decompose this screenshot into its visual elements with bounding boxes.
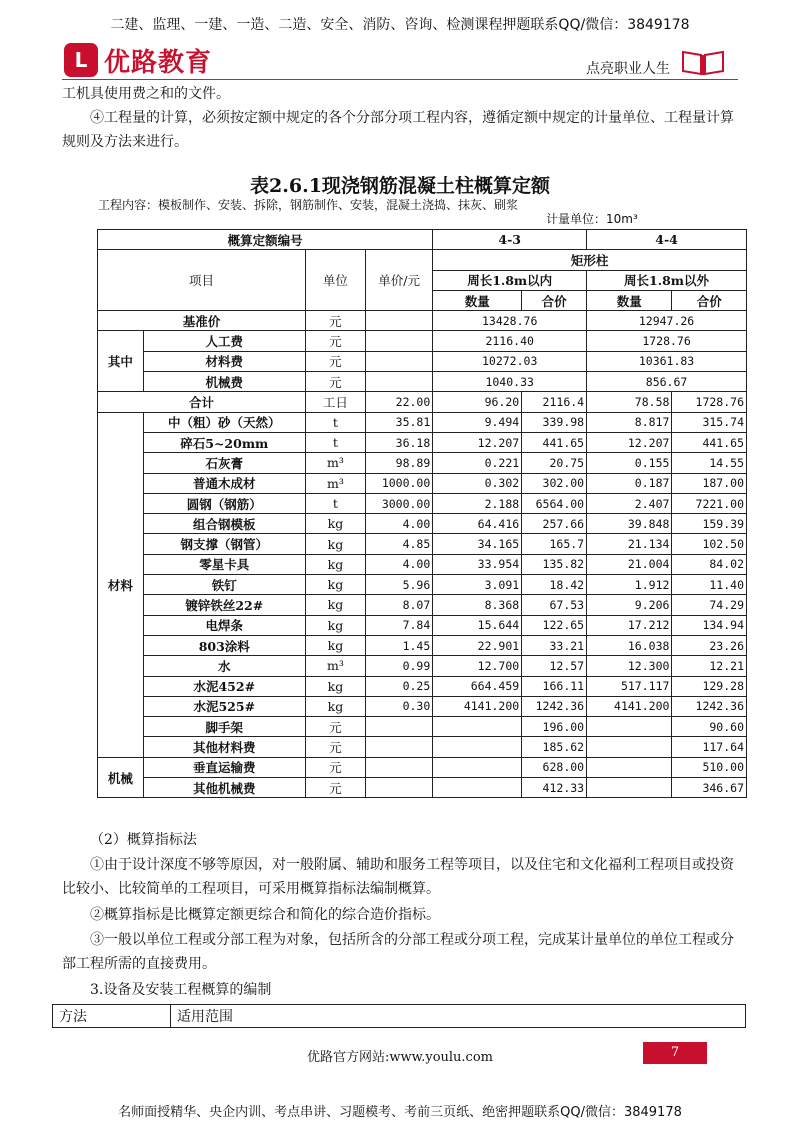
method-table: [52, 1004, 746, 1028]
item-total-a: 2116.4: [522, 392, 587, 412]
item-unit: 元: [305, 778, 365, 798]
item-qty-b: 12.300: [587, 656, 672, 676]
item-price: 1000.00: [365, 473, 432, 493]
item-price: [365, 331, 432, 351]
item-name: 零星卡具: [143, 554, 305, 574]
item-name: 机械费: [143, 372, 305, 392]
item-unit: 元: [305, 757, 365, 777]
header-item: 项目: [98, 250, 306, 311]
item-name: 水泥452#: [143, 676, 305, 696]
item-qty-b: 0.187: [587, 473, 672, 493]
item-price: [365, 351, 432, 371]
table-row: [98, 432, 747, 452]
table-row: [98, 493, 747, 513]
table-row: [53, 1005, 746, 1028]
item-unit: 元: [305, 717, 365, 737]
table-row: [98, 453, 747, 473]
header-total-a: 合价: [522, 290, 587, 310]
item-price: [365, 778, 432, 798]
item-qty-a: [433, 737, 522, 757]
item-name: 其他材料费: [143, 737, 305, 757]
item-unit: 元: [305, 351, 365, 371]
item-price: 4.00: [365, 514, 432, 534]
item-qty-a: 9.494: [433, 412, 522, 432]
item-total-b: 102.50: [672, 534, 747, 554]
item-price: 4.00: [365, 554, 432, 574]
item-name: 钢支撑（钢管）: [143, 534, 305, 554]
table-row: [98, 696, 747, 716]
table-row: [98, 757, 747, 777]
item-total-a: 196.00: [522, 717, 587, 737]
item-unit: kg: [305, 534, 365, 554]
method-col-header: 方法: [53, 1005, 171, 1028]
item-value-a: 2116.40: [433, 331, 587, 351]
item-value-b: 10361.83: [587, 351, 747, 371]
item-qty-b: 17.212: [587, 615, 672, 635]
item-qty-b: 8.817: [587, 412, 672, 432]
item-qty-a: 2.188: [433, 493, 522, 513]
table-row: [98, 473, 747, 493]
item-unit: 元: [305, 737, 365, 757]
table-row: [98, 595, 747, 615]
table-row: [98, 392, 747, 412]
table-row: [98, 778, 747, 798]
item-qty-b: 12.207: [587, 432, 672, 452]
item-name: 组合钢模板: [143, 514, 305, 534]
item-price: 0.99: [365, 656, 432, 676]
item-name: 碎石5~20mm: [143, 432, 305, 452]
item-total-a: 67.53: [522, 595, 587, 615]
item-total-b: 315.74: [672, 412, 747, 432]
item-total-b: 1242.36: [672, 696, 747, 716]
header-price: 单价/元: [365, 250, 432, 311]
item-qty-b: [587, 757, 672, 777]
item-unit: t: [305, 412, 365, 432]
item-total-b: 23.26: [672, 635, 747, 655]
item-qty-a: 22.901: [433, 635, 522, 655]
perimeter-a: 周长1.8m以内: [433, 270, 587, 290]
item-qty-b: 21.004: [587, 554, 672, 574]
item-total-b: 346.67: [672, 778, 747, 798]
table-row: [98, 372, 747, 392]
item-name: 803涂料: [143, 635, 305, 655]
table-row: [98, 554, 747, 574]
item-name: 材料费: [143, 351, 305, 371]
item-total-a: 122.65: [522, 615, 587, 635]
item-unit: kg: [305, 595, 365, 615]
item-total-b: 129.28: [672, 676, 747, 696]
section2-heading: （2）概算指标法: [90, 832, 197, 848]
item-unit: kg: [305, 615, 365, 635]
item-unit: kg: [305, 554, 365, 574]
section2-p2: ②概算指标是比概算定额更综合和简化的综合造价指标。: [90, 907, 440, 923]
item-total-a: 33.21: [522, 635, 587, 655]
item-unit: kg: [305, 676, 365, 696]
item-price: [365, 372, 432, 392]
item-qty-a: 34.165: [433, 534, 522, 554]
item-value-b: 856.67: [587, 372, 747, 392]
base-price-unit: 元: [305, 311, 365, 331]
item-qty-a: 3.091: [433, 575, 522, 595]
item-unit: 工日: [305, 392, 365, 412]
scope-col-header: 适用范围: [171, 1005, 746, 1028]
quota-table: [97, 229, 747, 798]
table-row: [98, 717, 747, 737]
item-total-a: 166.11: [522, 676, 587, 696]
item-price: 36.18: [365, 432, 432, 452]
item-price: 5.96: [365, 575, 432, 595]
item-name: 圆钢（钢筋）: [143, 493, 305, 513]
item-qty-a: 15.644: [433, 615, 522, 635]
item-total-a: 6564.00: [522, 493, 587, 513]
item-total-b: 84.02: [672, 554, 747, 574]
item-total-a: 165.7: [522, 534, 587, 554]
item-qty-b: 9.206: [587, 595, 672, 615]
item-total-b: 74.29: [672, 595, 747, 615]
item-unit: kg: [305, 696, 365, 716]
item-price: [365, 737, 432, 757]
item-unit: 元: [305, 331, 365, 351]
item-name: 水: [143, 656, 305, 676]
item-name: 合计: [98, 392, 306, 412]
page-number: 7: [643, 1042, 707, 1064]
base-price-a: 13428.76: [433, 311, 587, 331]
header-unit: 单位: [305, 250, 365, 311]
item-qty-b: 0.155: [587, 453, 672, 473]
item-price: 98.89: [365, 453, 432, 473]
column-type: 矩形柱: [433, 250, 747, 270]
item-qty-a: 33.954: [433, 554, 522, 574]
item-total-a: 1242.36: [522, 696, 587, 716]
item-qty-a: 8.368: [433, 595, 522, 615]
table-row: [98, 514, 747, 534]
item-name: 垂直运输费: [143, 757, 305, 777]
work-content: 工程内容：模板制作、安装、拆除，钢筋制作、安装，混凝土浇捣、抹灰、刷浆: [98, 198, 519, 212]
item-qty-b: [587, 778, 672, 798]
item-name: 其他机械费: [143, 778, 305, 798]
header-code: 概算定额编号: [98, 230, 433, 250]
item-name: 普通木成材: [143, 473, 305, 493]
intro-line: 工机具使用费之和的文件。: [62, 86, 230, 102]
group-label-jixie: 机械: [98, 757, 144, 798]
item-name: 石灰膏: [143, 453, 305, 473]
group-label-cailiao: 材料: [98, 412, 144, 757]
item-total-b: 117.64: [672, 737, 747, 757]
perimeter-b: 周长1.8m以外: [587, 270, 747, 290]
table-row: [98, 615, 747, 635]
item-total-a: 628.00: [522, 757, 587, 777]
item-name: 人工费: [143, 331, 305, 351]
item-qty-a: [433, 757, 522, 777]
item-unit: kg: [305, 635, 365, 655]
item-total-a: 302.00: [522, 473, 587, 493]
section2-p3: ③一般以单位工程或分部工程为对象，包括所含的分部工程或分项工程，完成某计量单位的单位工程或分部工程所需的直接费用。: [62, 932, 734, 972]
base-price-label: 基准价: [98, 311, 306, 331]
table-row: [98, 351, 747, 371]
item-total-b: 134.94: [672, 615, 747, 635]
item-qty-b: [587, 737, 672, 757]
item-total-b: 90.60: [672, 717, 747, 737]
item-qty-a: [433, 717, 522, 737]
item-qty-b: 16.038: [587, 635, 672, 655]
item-price: 1.45: [365, 635, 432, 655]
table-title: 表2.6.1现浇钢筋混凝土柱概算定额: [250, 175, 550, 197]
item-total-b: 11.40: [672, 575, 747, 595]
top-banner: 二建、监理、一建、一造、二造、安全、消防、咨询、检测课程押题联系QQ/微信：3849178: [110, 17, 690, 33]
item-qty-a: 64.416: [433, 514, 522, 534]
logo-mark-icon: L: [64, 43, 98, 77]
item-qty-a: 664.459: [433, 676, 522, 696]
item-qty-b: 2.407: [587, 493, 672, 513]
item-qty-b: 21.134: [587, 534, 672, 554]
table-row: [98, 250, 747, 270]
item-price: 0.30: [365, 696, 432, 716]
open-book-icon: [680, 48, 726, 76]
table-row: [98, 331, 747, 351]
item-total-b: 7221.00: [672, 493, 747, 513]
item-name: 中（粗）砂（天然）: [143, 412, 305, 432]
item-total-a: 441.65: [522, 432, 587, 452]
item-qty-b: 4141.200: [587, 696, 672, 716]
item-total-a: 20.75: [522, 453, 587, 473]
item-total-b: 1728.76: [672, 392, 747, 412]
item-unit: t: [305, 432, 365, 452]
item-total-a: 185.62: [522, 737, 587, 757]
item-qty-b: [587, 717, 672, 737]
item-total-a: 135.82: [522, 554, 587, 574]
item-total-b: 441.65: [672, 432, 747, 452]
item-unit: m³: [305, 473, 365, 493]
code-b: 4-4: [587, 230, 747, 250]
item-value-b: 1728.76: [587, 331, 747, 351]
item-total-b: 14.55: [672, 453, 747, 473]
logo-text: 优路教育: [104, 47, 213, 78]
group-label-qizhong: 其中: [98, 331, 144, 392]
table-row: [98, 635, 747, 655]
section2-p1: ①由于设计深度不够等原因，对一般附属、辅助和服务工程等项目，以及住宅和文化福利工程项目或投资比较小、比较简单的工程项目，可采用概算指标法编制概算。: [62, 857, 734, 897]
header-qty-b: 数量: [587, 290, 672, 310]
item-unit: m³: [305, 453, 365, 473]
item-unit: t: [305, 493, 365, 513]
item-unit: kg: [305, 514, 365, 534]
item-name: 铁钉: [143, 575, 305, 595]
item-name: 镀锌铁丝22#: [143, 595, 305, 615]
item-price: 0.25: [365, 676, 432, 696]
item-unit: m³: [305, 656, 365, 676]
brand-logo: [64, 42, 212, 78]
table-row: [98, 656, 747, 676]
item-qty-a: [433, 778, 522, 798]
item-price: [365, 717, 432, 737]
header-divider: [62, 79, 738, 80]
item-total-a: 339.98: [522, 412, 587, 432]
unit-note: 计量单位：10m³: [546, 212, 638, 226]
table-row: [98, 311, 747, 331]
item-total-a: 257.66: [522, 514, 587, 534]
item-unit: kg: [305, 575, 365, 595]
item-name: 脚手架: [143, 717, 305, 737]
item-price: 3000.00: [365, 493, 432, 513]
item-qty-a: 4141.200: [433, 696, 522, 716]
table-row: [98, 737, 747, 757]
item-name: 水泥525#: [143, 696, 305, 716]
table-row: [98, 230, 747, 250]
item-price: 4.85: [365, 534, 432, 554]
item-qty-a: 0.221: [433, 453, 522, 473]
item-name: 电焊条: [143, 615, 305, 635]
footer-site: 优路官方网站:www.youlu.com: [307, 1050, 493, 1065]
item-total-a: 412.33: [522, 778, 587, 798]
item-qty-b: 78.58: [587, 392, 672, 412]
header-qty-a: 数量: [433, 290, 522, 310]
item-qty-b: 39.848: [587, 514, 672, 534]
bottom-banner: 名师面授精华、央企内训、考点串讲、习题模考、考前三页纸、绝密押题联系QQ/微信：3849178: [118, 1105, 682, 1120]
item-qty-a: 12.700: [433, 656, 522, 676]
slogan: 点亮职业人生: [586, 61, 670, 77]
item-value-a: 1040.33: [433, 372, 587, 392]
item-qty-a: 0.302: [433, 473, 522, 493]
item-price: 22.00: [365, 392, 432, 412]
table-row: [98, 534, 747, 554]
item-price: 7.84: [365, 615, 432, 635]
table-row: [98, 676, 747, 696]
item-total-a: 12.57: [522, 656, 587, 676]
section3-heading: 3.设备及安装工程概算的编制: [90, 982, 272, 998]
item-price: [365, 757, 432, 777]
code-a: 4-3: [433, 230, 587, 250]
item-total-b: 510.00: [672, 757, 747, 777]
item-total-b: 187.00: [672, 473, 747, 493]
item-price: 35.81: [365, 412, 432, 432]
item-qty-a: 12.207: [433, 432, 522, 452]
table-row: [98, 412, 747, 432]
item-unit: 元: [305, 372, 365, 392]
header-total-b: 合价: [672, 290, 747, 310]
item-qty-b: 1.912: [587, 575, 672, 595]
intro-paragraph: ④工程量的计算，必须按定额中规定的各个分部分项工程内容，遵循定额中规定的计量单位、工程量计算规则及方法来进行。: [62, 110, 734, 150]
item-total-b: 159.39: [672, 514, 747, 534]
item-total-a: 18.42: [522, 575, 587, 595]
item-qty-a: 96.20: [433, 392, 522, 412]
item-total-b: 12.21: [672, 656, 747, 676]
base-price-b: 12947.26: [587, 311, 747, 331]
item-qty-b: 517.117: [587, 676, 672, 696]
item-value-a: 10272.03: [433, 351, 587, 371]
table-row: [98, 575, 747, 595]
item-price: 8.07: [365, 595, 432, 615]
